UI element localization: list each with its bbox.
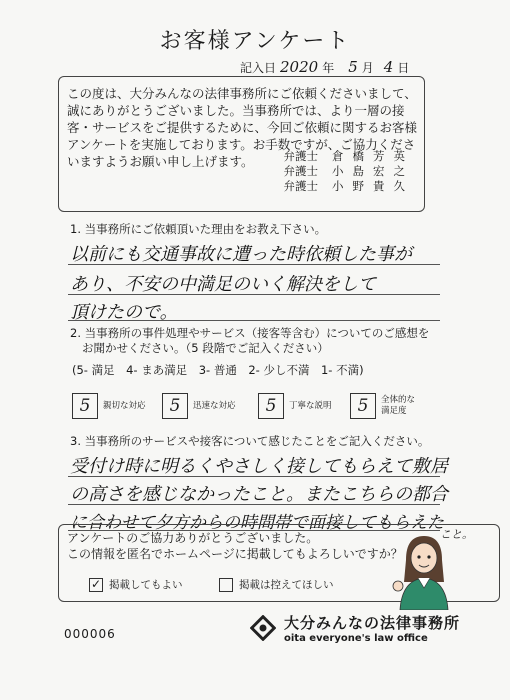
date-day-unit: 日 [397, 61, 410, 75]
answer-rule [68, 504, 440, 505]
lawyer-list [284, 149, 415, 194]
rating-scale: (5- 満足 4- まあ満足 3- 普通 2- 少し不満 1- 不満) [72, 363, 364, 377]
answer-3-line: に合わせて夕方からの時間帯で面接してもらえた [70, 513, 444, 533]
lawyer-item [284, 164, 415, 179]
rating-box[interactable]: 5 [72, 393, 98, 419]
date-month: 5 [348, 58, 358, 76]
date-label: 記入日 [240, 61, 277, 75]
answer-rule [68, 264, 440, 265]
answer-3-line: の高さを感じなかったこと。またこちらの都合 [70, 484, 448, 505]
firm-name: 大分みんなの法律事務所 [284, 614, 461, 632]
rating-label-line: 満足度 [381, 406, 407, 416]
question-2-line: お聞かせください。（5 段階でご記入ください） [82, 341, 329, 355]
consent-text [67, 530, 403, 562]
answer-rule [68, 476, 440, 477]
rating-label-line: 全体的な [381, 395, 416, 405]
option-no-publish[interactable] [219, 577, 334, 592]
date-year: 2020 [280, 58, 319, 76]
page-title: お客様アンケート [159, 29, 351, 54]
lawyer-name: 小島宏之 [332, 164, 414, 178]
lawyer-item [284, 179, 415, 194]
answer-3-line: 受付け時に明るくやさしく接してもらえて敷居 [70, 456, 448, 477]
rating-kind [72, 393, 146, 419]
lawyer-name: 小野貴久 [332, 179, 414, 193]
date-row [240, 58, 409, 76]
lawyer-name: 倉橋芳英 [332, 149, 414, 163]
rating-overall [350, 393, 415, 419]
consent-line: この情報を匿名でホームページに掲載してもよろしいですか？ [67, 547, 403, 561]
intro-text: この度は、大分みんなの法律事務所にご依頼くださいまして、誠にありがとうございました。当事務所では、より一層の接客・サービスをご提供するために、今回ご依頼に関するお客様アンケートを実施しております。お手数ですが、ご協力くださいますようお願い申し上げます。 [67, 86, 418, 169]
intro-box [58, 76, 425, 212]
receptionist-illustration [388, 530, 458, 610]
consent-line: アンケートのご協力ありがとうございました。 [67, 531, 319, 545]
checkbox-publish[interactable]: ✓ [90, 576, 102, 591]
question-1: 1. 当事務所にご依頼頂いた理由をお教え下さい。 [70, 222, 327, 236]
checkbox-no-publish[interactable] [219, 578, 233, 592]
rating-explanation [258, 393, 332, 419]
answer-1-line: あり、不安の中満足のいく解決をして [70, 274, 376, 295]
option-no-publish-label: 掲載は控えてほしい [239, 579, 334, 591]
firm-name-block [284, 612, 460, 644]
rating-box[interactable]: 5 [350, 393, 376, 419]
rating-label: 丁寧な説明 [289, 400, 332, 411]
answer-rule [68, 294, 440, 295]
rating-label: 親切な対応 [103, 400, 146, 411]
lawyer-role: 弁護士 [283, 179, 318, 193]
firm-logo [250, 612, 460, 644]
answer-1-line: 頂けたので。 [70, 302, 178, 323]
option-publish[interactable] [89, 577, 183, 592]
answer-1-line: 以前にも交通事故に遭った時依頼した事が [70, 244, 412, 265]
answer-3-tail: こと。 [440, 528, 473, 541]
lawyer-item [284, 149, 415, 164]
question-2 [70, 326, 429, 356]
rating-label: 迅速な対応 [193, 400, 236, 411]
question-2-line: 2. 当事務所の事件処理やサービス（接客等含む）についてのご感想を [70, 326, 430, 340]
lawyer-role: 弁護士 [283, 149, 318, 163]
date-month-unit: 月 [361, 61, 374, 75]
option-publish-label: 掲載してもよい [109, 579, 183, 591]
date-day: 4 [383, 58, 394, 76]
document-number: 000006 [64, 627, 116, 641]
rating-box[interactable]: 5 [258, 393, 284, 419]
firm-name-en: oita everyone's law office [284, 633, 428, 644]
date-year-unit: 年 [322, 61, 335, 75]
firm-logo-icon [250, 615, 276, 641]
rating-speed [162, 393, 236, 419]
question-3: 3. 当事務所のサービスや接客について感じたことをご記入ください。 [70, 434, 430, 448]
answer-rule [68, 320, 440, 321]
lawyer-role: 弁護士 [283, 164, 318, 178]
rating-label [381, 395, 415, 417]
rating-box[interactable]: 5 [162, 393, 188, 419]
